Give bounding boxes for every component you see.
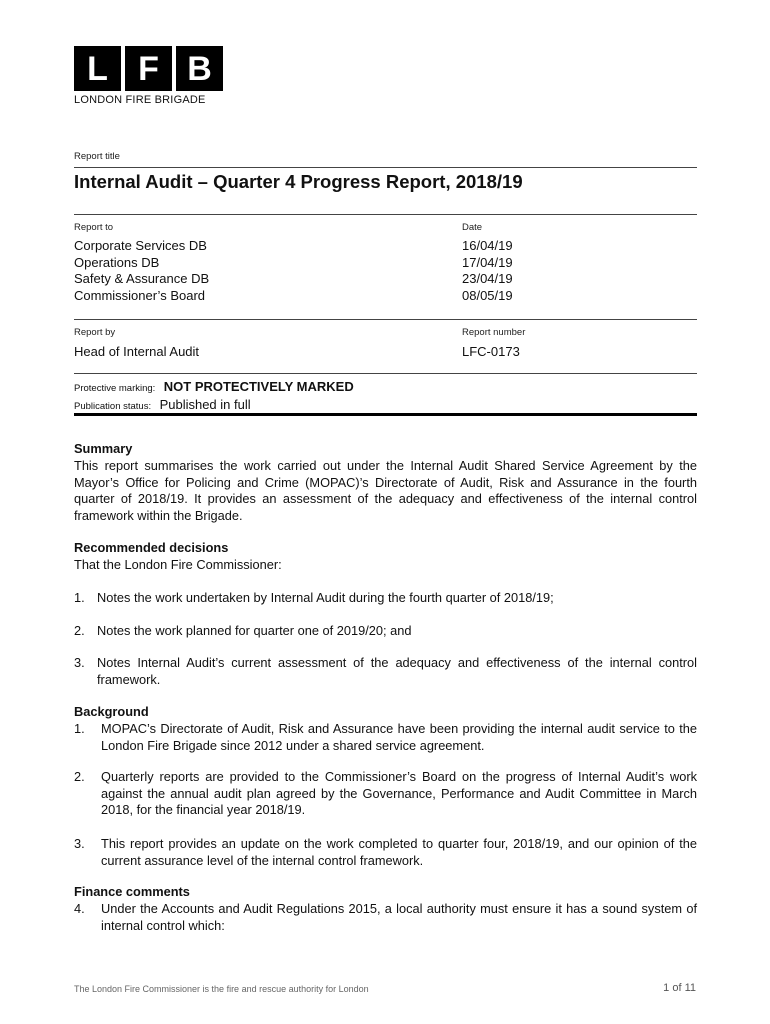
protective-marking-row [74,378,354,396]
lfb-logo [74,46,223,91]
logo-letter-b: B [176,46,223,91]
date-item: 16/04/19 [462,238,513,253]
report-title-label: Report title [74,151,120,162]
protective-marking-value: NOT PROTECTIVELY MARKED [163,379,354,394]
list-number: 2. [74,769,85,784]
date-item: 08/05/19 [462,287,513,303]
recommended-heading: Recommended decisions [74,540,229,555]
date-item: 17/04/19 [462,254,513,270]
background-heading: Background [74,704,149,719]
list-text: This report provides an update on the work completed to quarter four, 2018/19, and our opinion of the current assurance level of the internal control framework. [101,836,697,868]
divider [74,373,697,374]
date-label: Date [462,222,483,233]
recommended-intro: That the London Fire Commissioner: [74,557,282,572]
publication-status-label: Publication status: [74,401,152,412]
divider [74,214,697,215]
report-by: Head of Internal Audit [74,344,200,359]
date-list [462,238,513,304]
list-number: 3. [74,655,85,670]
report-to-item: Commissioner’s Board [74,287,206,303]
report-number-label: Report number [462,327,526,338]
publication-status-value: Published in full [159,397,251,412]
list-text: MOPAC’s Directorate of Audit, Risk and Assurance have been providing the internal audit service to the London Fire Brigade since 2012 under a shared service agreement. [101,721,697,753]
page-number: 1 of 11 [663,982,696,994]
list-number: 1. [74,721,85,736]
list-number: 4. [74,901,85,916]
report-to-item: Safety & Assurance DB [74,271,210,286]
report-to-list [74,238,209,304]
report-to-label: Report to [74,222,114,233]
logo-letter-l: L [74,46,121,91]
report-to-item: Operations DB [74,254,160,270]
list-number: 1. [74,590,85,605]
summary-text: This report summarises the work carried out under the Internal Audit Shared Service Agreement by the Mayor’s Office for Policing and Crime (MOPAC)’s Directorate of Audit, Risk and Assurance in the fourth quarter of 2018/19. It provides an assessment of the adequacy and effectiveness of the internal control framework within the Brigade. [74,458,697,523]
date-item: 23/04/19 [462,271,513,286]
summary-heading: Summary [74,441,133,456]
logo-letter-f: F [125,46,172,91]
list-text: Notes the work undertaken by Internal Audit during the fourth quarter of 2018/19; [97,590,554,605]
footer-text: The London Fire Commissioner is the fire and rescue authority for London [74,984,369,994]
thick-divider [74,413,697,416]
divider [74,167,697,168]
list-text: Under the Accounts and Audit Regulations 2015, a local authority must ensure it has a sound system of internal control which: [101,901,697,933]
logo-text: LONDON FIRE BRIGADE [74,94,206,106]
publication-status-row [74,396,251,414]
protective-marking-label: Protective marking: [74,383,156,394]
finance-heading: Finance comments [74,884,190,899]
list-number: 2. [74,623,85,638]
list-text: Quarterly reports are provided to the Commissioner’s Board on the progress of Internal Audit’s work against the annual audit plan agreed by the Governance, Performance and Audit Committee in March 2018, for the financial year 2018/19. [101,769,697,817]
divider [74,319,697,320]
list-number: 3. [74,836,85,851]
list-text: Notes Internal Audit’s current assessment of the adequacy and effectiveness of the internal control framework. [97,655,697,687]
report-by-label: Report by [74,327,116,338]
list-text: Notes the work planned for quarter one of 2019/20; and [97,623,412,638]
report-number: LFC-0173 [462,344,520,359]
report-to-item: Corporate Services DB [74,238,207,253]
report-title: Internal Audit – Quarter 4 Progress Report, 2018/19 [74,171,523,192]
